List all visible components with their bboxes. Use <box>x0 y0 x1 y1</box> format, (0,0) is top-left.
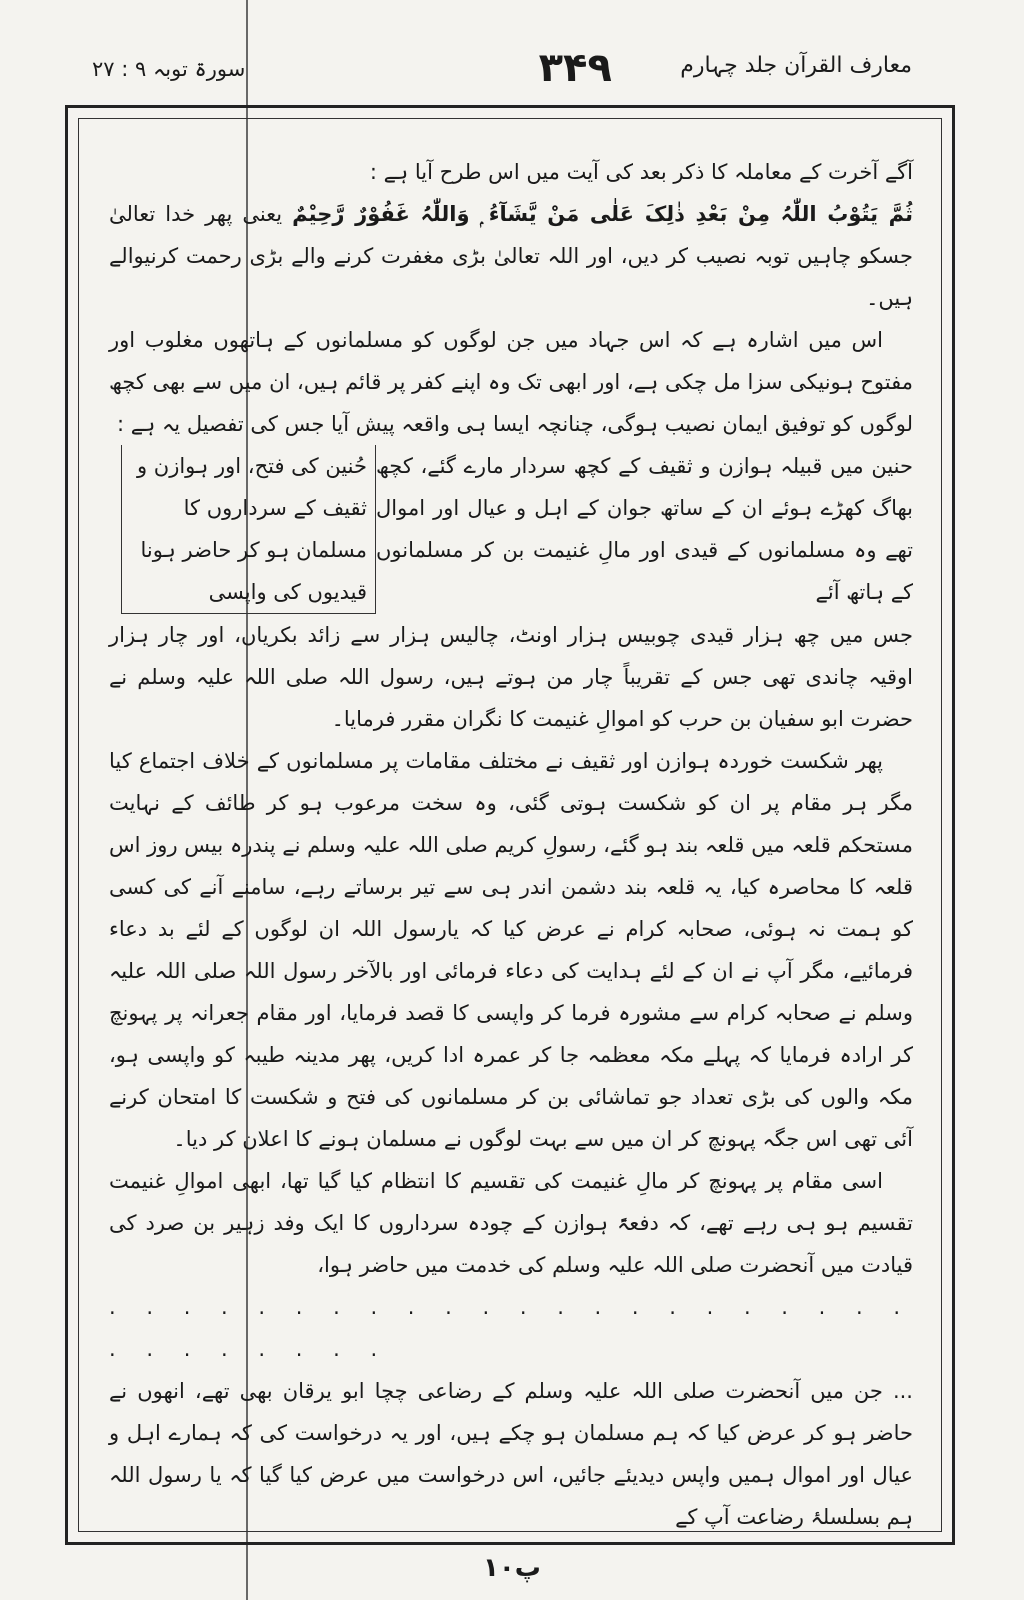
page-header <box>92 45 912 105</box>
page-number: ۳۴۹ <box>538 45 612 91</box>
text-frame-inner <box>78 118 942 1532</box>
side-heading-block <box>109 445 913 614</box>
side-paragraph: حنین میں قبیلہ ہوازن و ثقیف کے کچھ سردار مارے گئے، کچھ بھاگ کھڑے ہوئے ان کے ساتھ جوان کے اہل و عیال اور اموال تھے وہ مسلمانوں کے قیدی اور مالِ غنیمت بن کر مسلمانوں کے ہاتھ آئے <box>376 454 913 604</box>
paragraph-spoils: جس میں چھ ہزار قیدی چوبیس ہزار اونٹ، چالیس ہزار سے زائد بکریاں، اور چار ہزار اوقیہ چاندی تھی جس کے تقریباً چار من ہوتے ہیں، رسول اللہ صلی اللہ علیہ وسلم نے حضرت ابو سفیان بن حرب کو اموالِ غنیمت کا نگران مقرر فرمایا۔ <box>109 623 913 731</box>
ayah-translation: یعنی پھر خدا تعالیٰ جسکو چاہیں توبہ نصیب کر دیں، اور اللہ تعالیٰ بڑی مغفرت کرنے والے بڑی رحمت کرنیوالے ہیں۔ <box>109 202 913 310</box>
quran-ayah: ثُمَّ یَتُوْبُ اللّٰہُ مِنْ بَعْدِ ذٰلِکَ عَلٰی مَنْ یَّشَآءُ ۭ وَاللّٰہُ غَفُوْرٌ رَّحِیْمٌ <box>292 202 913 226</box>
paragraph-taif: پھر شکست خوردہ ہوازن اور ثقیف نے مختلف مقامات پر مسلمانوں کے خلاف اجتماع کیا مگر ہر مقام پر ان کو شکست ہوتی گئی، وہ سخت مرعوب ہو کر طائف کے نہایت مستحکم قلعہ میں قلعہ بند ہو گئے، رسولِ کریم صلی اللہ علیہ وسلم نے پندرہ بیس روز اس قلعہ کا محاصرہ کیا، یہ قلعہ بند دشمن اندر ہی سے تیر برساتے رہے، سامنے آنے کی کسی کو ہمت نہ ہوئی، صحابہ کرام نے عرض کیا کہ یارسول اللہ ان لوگوں کے لئے بد دعاء فرمائیے، مگر آپ نے ان کے لئے ہدایت کی دعاء فرمائی اور بالآخر رسول اللہ صلی اللہ علیہ وسلم نے صحابہ کرام سے مشورہ فرما کر واپسی کا قصد فرمایا، اور مقام جعرانہ پر پہونچ کر ارادہ فرمایا کہ پہلے مکہ معظمہ جا کر عمرہ ادا کریں، پھر مدینہ طیبہ کو واپسی ہو، مکہ والوں کی بڑی تعداد جو تماشائی بن کر مسلمانوں کی فتح و شکست کا امتحان کرنے آئی تھی اس جگہ پہونچ کر ان میں سے بہت لوگوں نے مسلمان ہونے کا اعلان کر دیا۔ <box>109 749 913 1151</box>
main-text <box>109 151 913 1538</box>
paragraph-request: ... جن میں آنحضرت صلی اللہ علیہ وسلم کے رضاعی چچا ابو یرقان بھی تھے، انھوں نے حاضر ہو کر عرض کیا کہ ہم مسلمان ہو چکے ہیں، اور یہ درخواست کی کہ ہمارے اہل و عیال اور اموال ہمیں واپس دیدیئے جائیں، اس درخواست میں عرض کیا گیا کہ یا رسول اللہ ہم بسلسلۂ رضاعت آپ کے <box>109 1379 913 1529</box>
paragraph-intro: آگے آخرت کے معاملہ کا ذکر بعد کی آیت میں اس طرح آیا ہے : <box>369 160 913 184</box>
side-heading: حُنین کی فتح، اور ہوازن و ثقیف کے سرداروں کا مسلمان ہو کر حاضر ہونا قیدیوں کی واپسی <box>121 445 376 614</box>
surah-reference: سورۃ توبہ ۹ : ۲۷ <box>92 57 246 81</box>
para-marker: پ۱۰ <box>483 1553 541 1583</box>
paragraph-ayah <box>109 193 913 319</box>
paragraph-delegation: اسی مقام پر پہونچ کر مالِ غنیمت کی تقسیم کا انتظام کیا گیا تھا، ابھی اموالِ غنیمت تقسیم ہو ہی رہے تھے، کہ دفعۃً ہوازن کے چودہ سرداروں کا ایک وفد زہیر بن صرد کی قیادت میں آنحضرت صلی اللہ علیہ وسلم کی خدمت میں حاضر ہوا، <box>109 1169 913 1277</box>
paragraph-explanation: اس میں اشارہ ہے کہ اس جہاد میں جن لوگوں کو مسلمانوں کے ہاتھوں مغلوب اور مفتوح ہونیکی سزا مل چکی ہے، اور ابھی تک وہ اپنے کفر پر قائم ہیں، ان میں سے بھی کچھ لوگوں کو توفیق ایمان نصیب ہوگی، چنانچہ ایسا ہی واقعہ پیش آیا جس کی تفصیل یہ ہے : <box>109 328 913 436</box>
text-frame-outer <box>65 105 955 1545</box>
ellipsis-dots: . . . . . . . . . . . . . . . . . . . . . . . . . . . . . . <box>109 1295 913 1361</box>
book-title: معارف القرآن جلد چہارم <box>680 53 912 78</box>
